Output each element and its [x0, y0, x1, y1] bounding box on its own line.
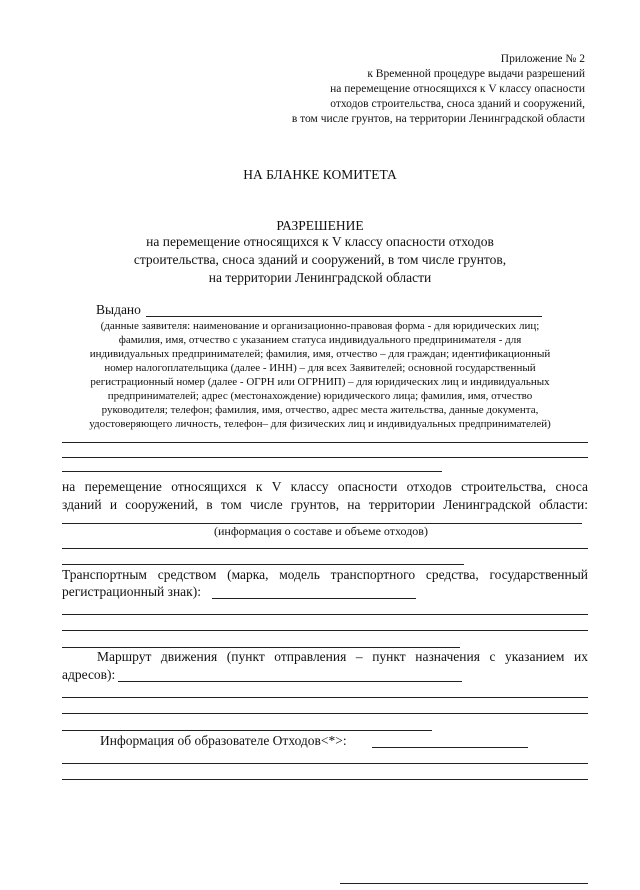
issued-note-8: удостоверяющего личность, телефон– для физических лиц и индивидуальных предпринимателей) — [89, 418, 551, 430]
issued-blank-line-3[interactable] — [62, 471, 442, 472]
movement-text-2-wrap — [62, 497, 588, 513]
appendix-line-2: к Временной процедуре выдачи разрешений — [367, 68, 585, 80]
transport-text-2: регистрационный знак): — [62, 584, 201, 599]
generator-fill-line[interactable] — [372, 747, 528, 748]
generator-blank-line-2[interactable] — [62, 779, 588, 780]
route-text-2: адресов): — [62, 667, 116, 682]
permit-subtitle-3: на территории Ленинградской области — [208, 270, 432, 285]
route-text-1-wrap — [97, 649, 588, 665]
permit-title: РАЗРЕШЕНИЕ — [276, 218, 364, 233]
generator-label: Информация об образователе Отходов<*>: — [100, 733, 347, 748]
movement-text-1-wrap — [62, 479, 588, 495]
permit-subtitle-1: на перемещение относящихся к V классу опасности отходов — [146, 234, 494, 249]
issued-fill-line[interactable] — [146, 316, 542, 317]
transport-blank-line-1[interactable] — [62, 614, 588, 615]
transport-blank-line-2[interactable] — [62, 630, 588, 631]
route-blank-line-2[interactable] — [62, 713, 588, 714]
movement-caption: (информация о составе и объеме отходов) — [214, 524, 428, 538]
route-text-1: Маршрут движения (пункт отправления – пункт назначения с указанием их — [97, 649, 588, 664]
issued-note-1: (данные заявителя: наименование и организационно-правовая форма - для юридических лиц; — [100, 320, 540, 332]
appendix-line-3: на перемещение относящихся к V классу опасности — [330, 83, 585, 95]
footnote-separator — [340, 883, 588, 884]
appendix-line-5: в том числе грунтов, на территории Ленинградской области — [291, 113, 585, 125]
movement-blank-line-1[interactable] — [62, 548, 588, 549]
issued-note-5: регистрационный номер (далее - ОГРН или ОГРНИП) – для юридических лиц и индивидуальных — [90, 376, 550, 388]
route-blank-line-1[interactable] — [62, 697, 588, 698]
route-fill-line[interactable] — [118, 681, 462, 682]
appendix-line-1: Приложение № 2 — [500, 53, 585, 65]
generator-blank-line-1[interactable] — [62, 763, 588, 764]
movement-text-1: на перемещение относящихся к V классу опасности отходов строительства, сноса — [62, 479, 588, 494]
transport-fill-line[interactable] — [212, 598, 416, 599]
route-blank-line-3[interactable] — [62, 730, 432, 731]
issued-note-7: руководителя; телефон; фамилия, имя, отчество, адрес места жительства, данные документа, — [101, 404, 539, 416]
transport-text-1-wrap — [62, 567, 588, 583]
issued-blank-line-1[interactable] — [62, 442, 588, 443]
transport-text-1: Транспортным средством (марка, модель транспортного средства, государственный — [62, 567, 588, 582]
transport-blank-line-3[interactable] — [62, 647, 460, 648]
letterhead: НА БЛАНКЕ КОМИТЕТА — [243, 167, 397, 182]
movement-blank-line-2[interactable] — [62, 564, 464, 565]
issued-note-6: предпринимателей; адрес (местонахождение) юридического лица; фамилия, имя, отчество — [107, 390, 533, 402]
appendix-line-4: отходов строительства, сноса зданий и сооружений, — [330, 98, 585, 110]
issued-note-2: фамилия, имя, отчество с указанием статуса индивидуального предпринимателя - для — [118, 334, 522, 346]
issued-label: Выдано — [96, 302, 141, 317]
issued-note-4: номер налогоплательщика (далее - ИНН) – для всех Заявителей; основной государственный — [104, 362, 536, 374]
movement-text-2: зданий и сооружений, в том числе грунтов, на территории Ленинградской области: — [62, 497, 588, 512]
issued-note-3: индивидуальных предпринимателей; фамилия, имя, отчество – для граждан; идентификационный — [89, 348, 551, 360]
issued-blank-line-2[interactable] — [62, 457, 588, 458]
permit-subtitle-2: строительства, сноса зданий и сооружений, в том числе грунтов, — [133, 252, 507, 267]
